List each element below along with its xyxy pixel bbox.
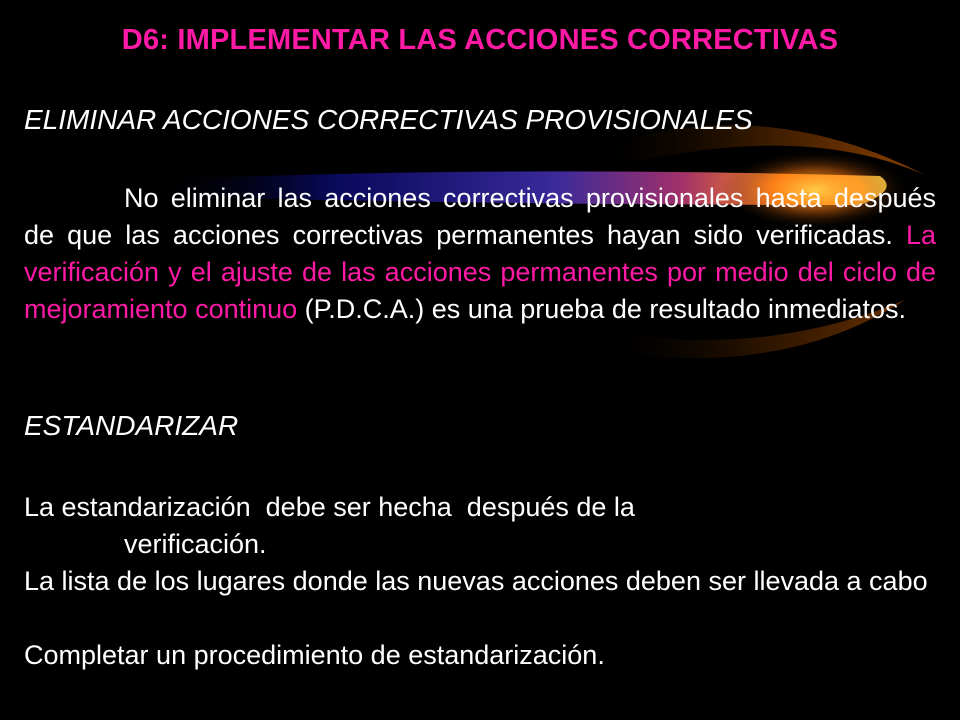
paragraph-eliminar-end: (P.D.C.A.) es una prueba de resultado inmediatos. — [304, 294, 907, 324]
section-heading-estandarizar: ESTANDARIZAR — [24, 410, 239, 441]
paragraph-eliminar-highlight: La verificación y el ajuste de las acciones permanentes por medio del ciclo de mejoramiento continuo — [24, 220, 936, 324]
slide-title: D6: IMPLEMENTAR LAS ACCIONES CORRECTIVAS — [121, 24, 839, 56]
paragraph-eliminar-text: No eliminar las acciones correctivas provisionales hasta después de que las acciones correctivas permanentes hayan sido verificadas. — [24, 183, 936, 250]
item-lista-lugares: La lista de los lugares donde las nuevas acciones deben ser llevada a cabo — [24, 566, 928, 596]
item-completar-procedimiento: Completar un procedimiento de estandarización. — [24, 640, 605, 670]
item-estandarizacion-line1: La estandarización debe ser hecha después de la — [24, 492, 635, 522]
section-heading-eliminar: ELIMINAR ACCIONES CORRECTIVAS PROVISIONALES — [24, 104, 753, 135]
paragraph-eliminar — [24, 180, 936, 328]
item-estandarizacion-line2: verificación. — [124, 529, 267, 559]
